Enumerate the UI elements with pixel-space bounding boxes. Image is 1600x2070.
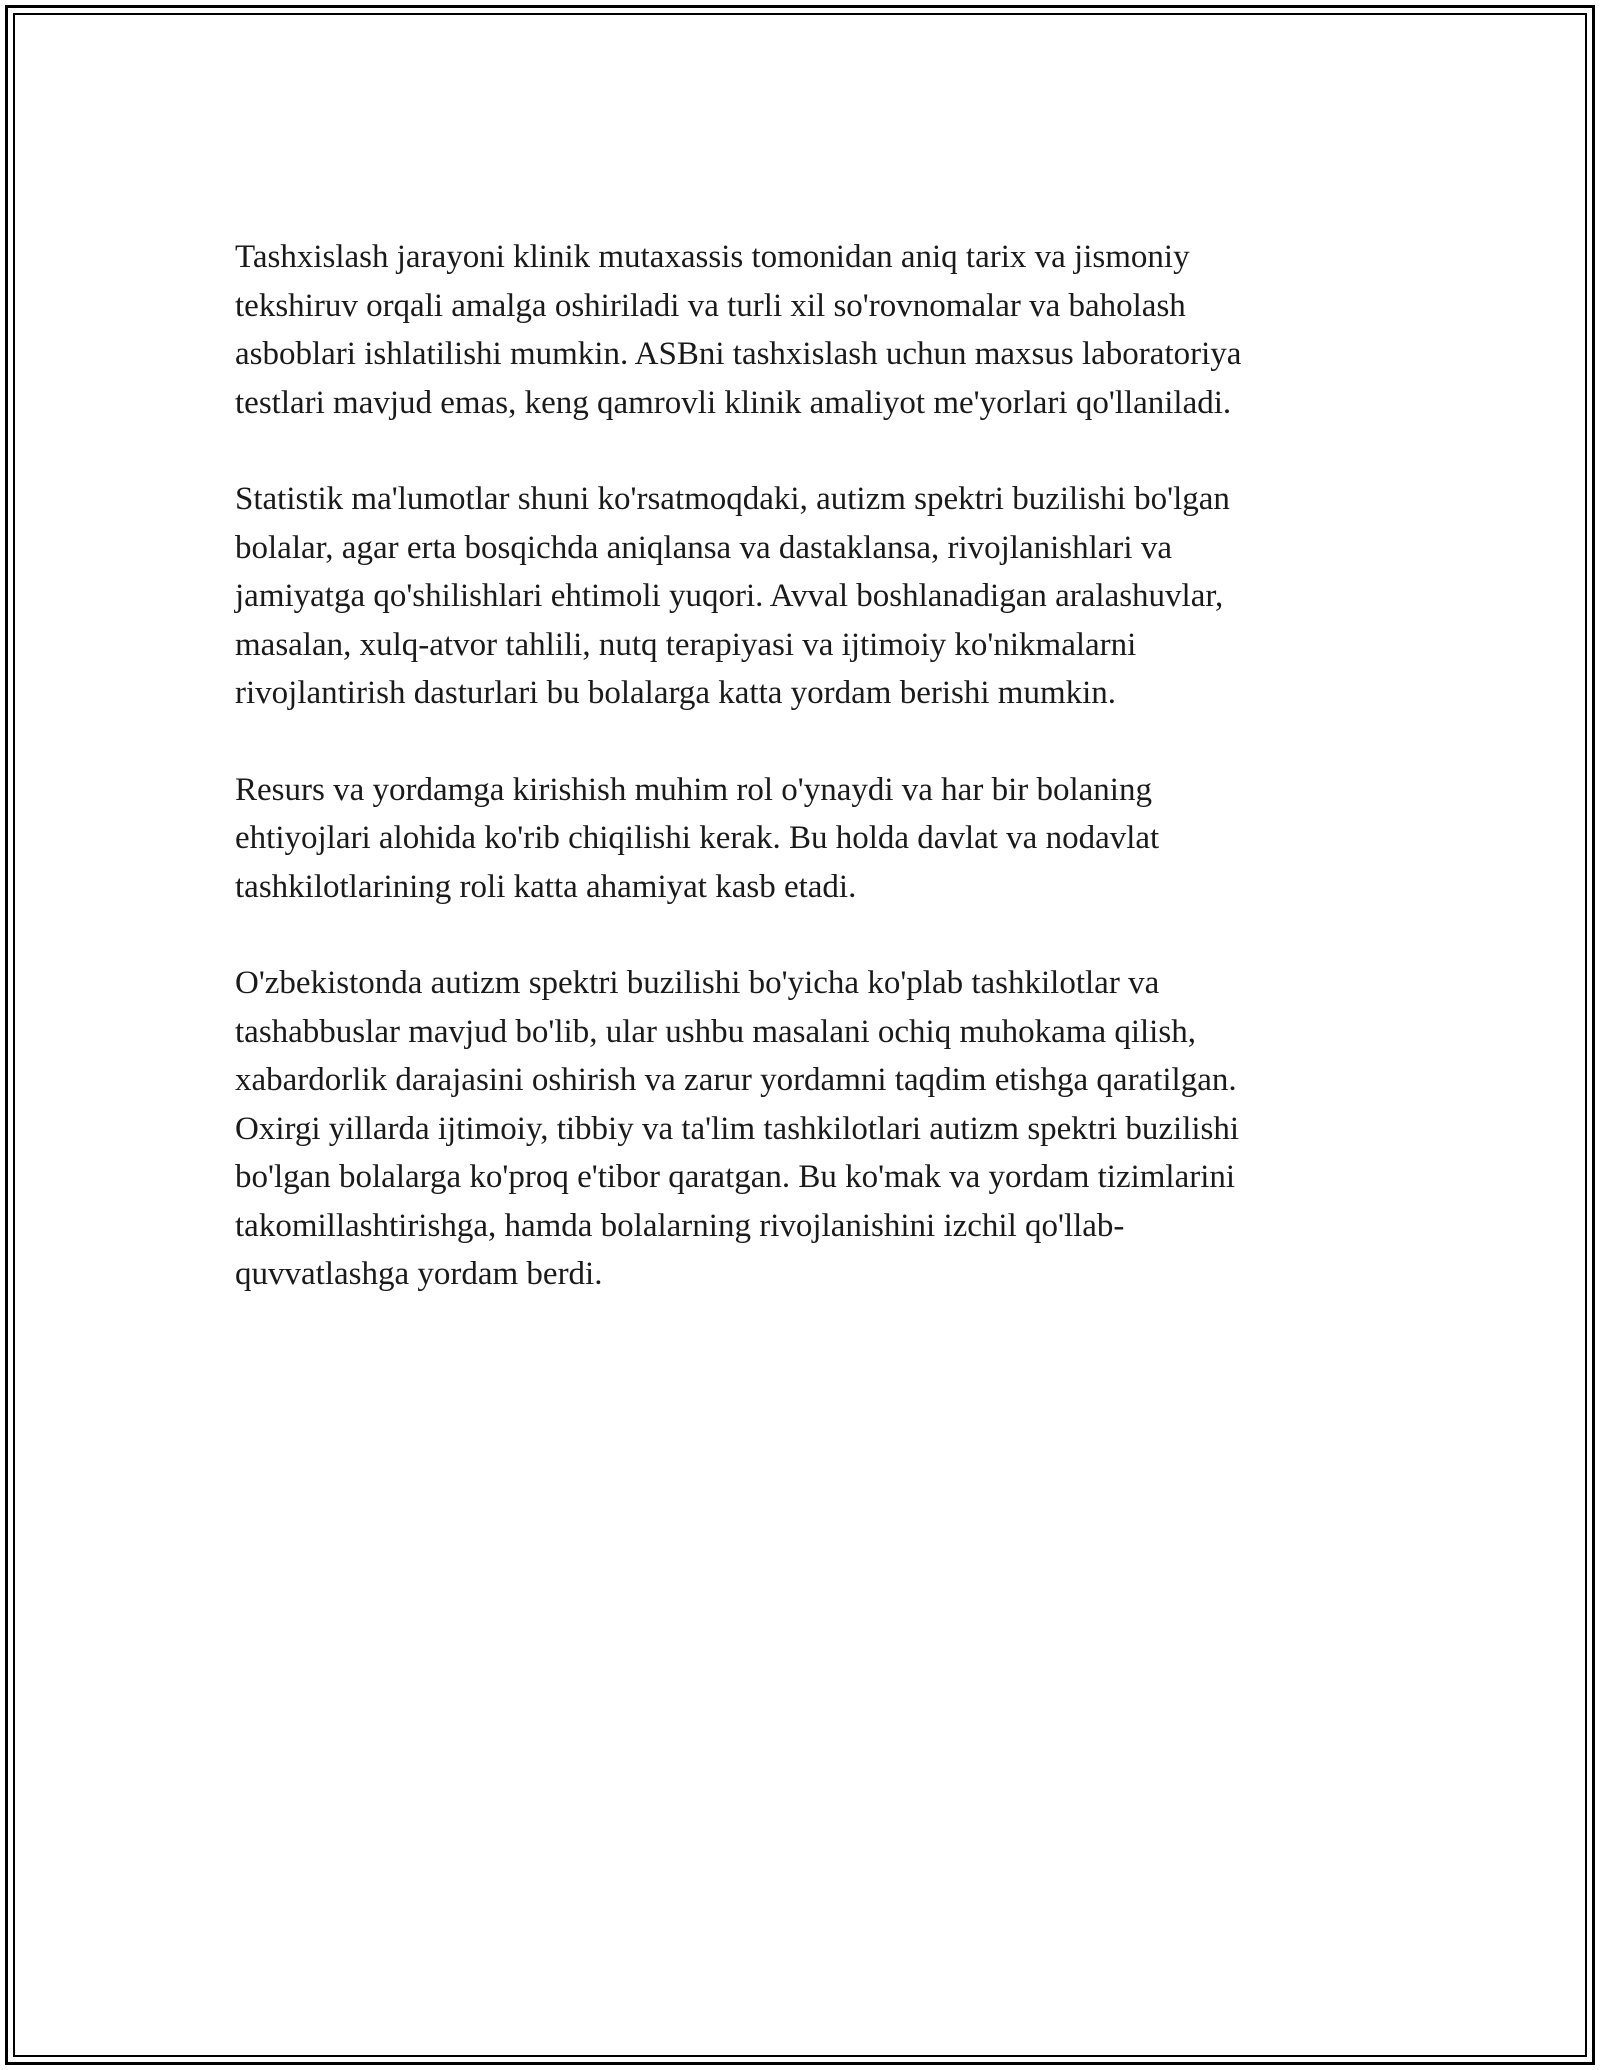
paragraph-resources: Resurs va yordamga kirishish muhim rol o'ynaydi va har bir bolaning ehtiyojlari alohida ko'rib chiqilishi kerak. Bu holda davlat va nodavlat tashkilotlarining roli katta ahamiyat kasb etadi. — [235, 771, 1160, 905]
paragraph-uzbekistan: O'zbekistonda autizm spektri buzilishi bo'yicha ko'plab tashkilotlar va tashabbuslar mavjud bo'lib, ular ushbu masalani ochiq muhokama qilish, xabardorlik darajasini oshirish va zarur yordamni taqdim etishga qaratilgan. Oxirgi yillarda ijtimoiy, tibbiy va ta'lim tashkilotlari autizm spektri buzilishi bo'lgan bolalarga ko'proq e'tibor qaratgan. Bu ko'mak va yordam tizimlarini takomillashtirishga, hamda bolalarning rivojlanishini izchil qo'llab- quvvatlashga yordam berdi. — [235, 965, 1240, 1292]
paragraph-statistics: Statistik ma'lumotlar shuni ko'rsatmoqdaki, autizm spektri buzilishi bo'lgan bolalar, agar erta bosqichda aniqlansa va dastaklansa, rivojlanishlari va jamiyatga qo'shilishlari ehtimoli yuqori. Avval boshlanadigan aralashuvlar, masalan, xulq-atvor tahlili, nutq terapiyasi va ijtimoiy ko'nikmalarni rivojlantirish dasturlari bu bolalarga katta yordam berishi mumkin. — [235, 481, 1230, 711]
paragraph-diagnosis: Tashxislash jarayoni klinik mutaxassis tomonidan aniq tarix va jismoniy tekshiruv orqali amalga oshiriladi va turli xil so'rovnomalar va baholash asboblari ishlatilishi mumkin. ASBni tashxislash uchun maxsus laboratoriya testlari mavjud emas, keng qamrovli klinik amaliyot me'yorlari qo'llaniladi. — [235, 239, 1242, 421]
document-body — [235, 233, 1365, 1347]
